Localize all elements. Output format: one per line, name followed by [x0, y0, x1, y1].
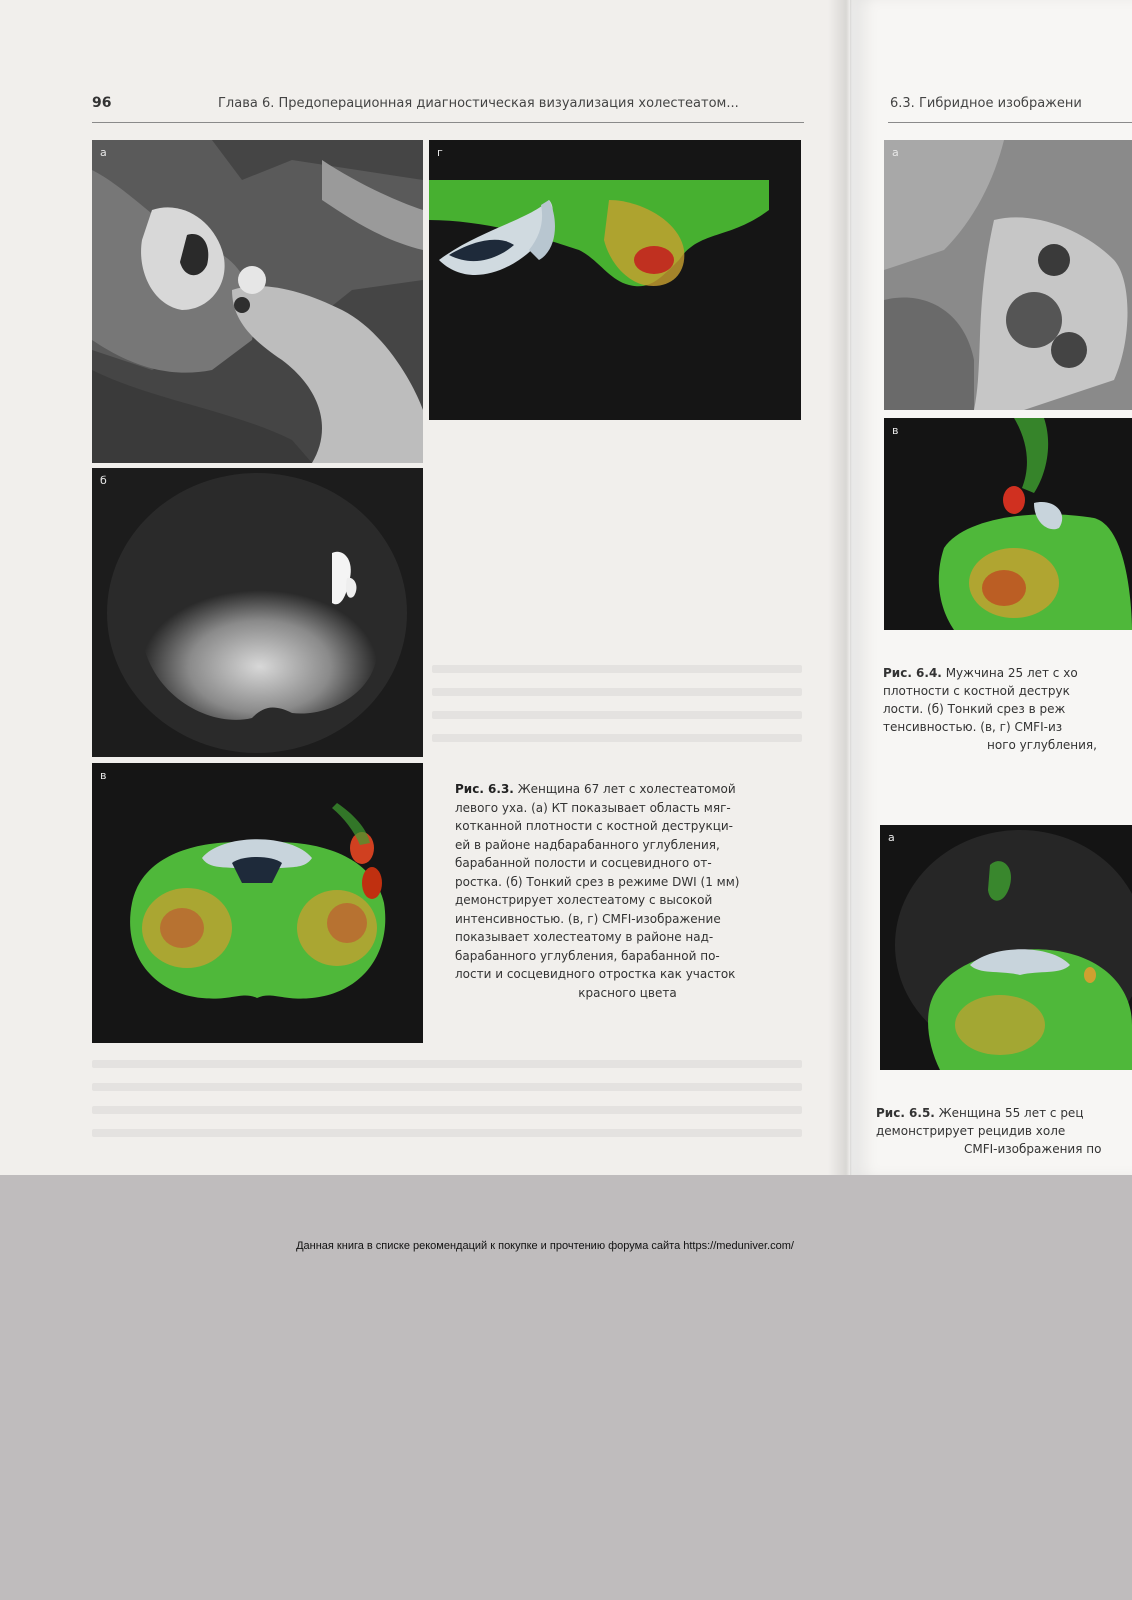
- bleed-through-text: [92, 1129, 802, 1137]
- dwi-image: [92, 468, 423, 757]
- caption-line: котканной плотности с костной деструкци-: [455, 819, 733, 833]
- caption-label: Рис. 6.3.: [455, 782, 514, 796]
- caption-line: демонстрирует холестеатому с высокой: [455, 893, 713, 907]
- bleed-through-text: [92, 1106, 802, 1114]
- header-rule-right: [888, 122, 1132, 123]
- header-rule: [92, 122, 804, 123]
- figure-panel-v-cmfi: [92, 763, 423, 1043]
- caption-line: лости. (б) Тонкий срез в реж: [883, 702, 1066, 716]
- caption-label-6-5: Рис. 6.5.: [876, 1106, 935, 1120]
- caption-line: ей в районе надбарабанного углубления,: [455, 837, 720, 852]
- caption-line: Рис. 6.3. Женщина 67 лет с холестеатомой: [455, 782, 736, 796]
- caption-line: барабанного углубления, барабанной по-: [455, 948, 720, 963]
- book-gutter: [828, 0, 868, 1175]
- figure-panel-g-cmfi: [429, 140, 801, 420]
- caption-line: левого уха. (а) КТ показывает область мяг-: [455, 800, 731, 815]
- panel-label-g: г: [437, 146, 443, 159]
- caption-line: барабанной полости и сосцевидного от-: [455, 856, 712, 870]
- running-head-right: 6.3. Гибридное изображени: [890, 96, 1082, 111]
- right-panel-label-a: а: [892, 146, 899, 159]
- figure-panel-a-ct: [92, 140, 423, 463]
- caption-line: CMFI-изображения по: [964, 1142, 1102, 1156]
- figure-caption-6-3: [455, 780, 800, 1002]
- right-figure-panel-a-ct: [884, 140, 1132, 410]
- bleed-through-text: [92, 1083, 802, 1091]
- footer-notice: Данная книга в списке рекомендаций к покупке и прочтению форума сайта https://meduniver.com/: [296, 1240, 794, 1252]
- cmfi-coronal-image: [429, 140, 801, 420]
- bleed-through-text: [432, 665, 802, 673]
- caption-line: показывает холестеатому в районе над-: [455, 930, 714, 944]
- right-cmfi-image-2: [880, 825, 1132, 1070]
- right-figure-panel-v-cmfi: [884, 418, 1132, 630]
- bleed-through-text: [432, 711, 802, 719]
- caption-line: плотности с костной деструк: [883, 684, 1070, 698]
- caption-line: ного углубления,: [987, 738, 1097, 752]
- page-number: 96: [92, 95, 112, 111]
- panel-label-b: б: [100, 474, 107, 487]
- bleed-through-text: [92, 1060, 802, 1068]
- caption-line: интенсивностью. (в, г) CMFI-изображение: [455, 911, 721, 926]
- right-panel-label-v: в: [892, 424, 899, 437]
- bleed-through-text: [432, 734, 802, 742]
- figure-caption-6-5: Рис. 6.5. Женщина 55 лет с рец демонстрирует рецидив холе CMFI-изображения по: [876, 1106, 1102, 1156]
- figure-caption-6-4: Рис. 6.4. Мужчина 25 лет с хо плотности с костной деструк лости. (б) Тонкий срез в реж тенсивностью. (в, г) CMFI-из ного углубления,: [883, 666, 1097, 752]
- panel-label-a: а: [100, 146, 107, 159]
- right-panel-label-a2: а: [888, 831, 895, 844]
- right-ct-image: [884, 140, 1132, 410]
- cmfi-axial-image: [92, 763, 423, 1043]
- panel-label-v: в: [100, 769, 107, 782]
- caption-label-6-4: Рис. 6.4.: [883, 666, 942, 680]
- caption-line: лости и сосцевидного отростка как участок: [455, 967, 736, 981]
- caption-line: красного цвета: [578, 985, 677, 1000]
- right-figure-panel-a2-cmfi: [880, 825, 1132, 1070]
- figure-panel-b-dwi: [92, 468, 423, 757]
- caption-line: ростка. (б) Тонкий срез в режиме DWI (1 мм): [455, 874, 740, 889]
- caption-line: демонстрирует рецидив холе: [876, 1124, 1066, 1138]
- bleed-through-text: [432, 688, 802, 696]
- running-head: Глава 6. Предоперационная диагностическая визуализация холестеатом...: [218, 96, 739, 111]
- caption-line: тенсивностью. (в, г) CMFI-из: [883, 720, 1063, 734]
- ct-image: [92, 140, 423, 463]
- right-cmfi-image: [884, 418, 1132, 630]
